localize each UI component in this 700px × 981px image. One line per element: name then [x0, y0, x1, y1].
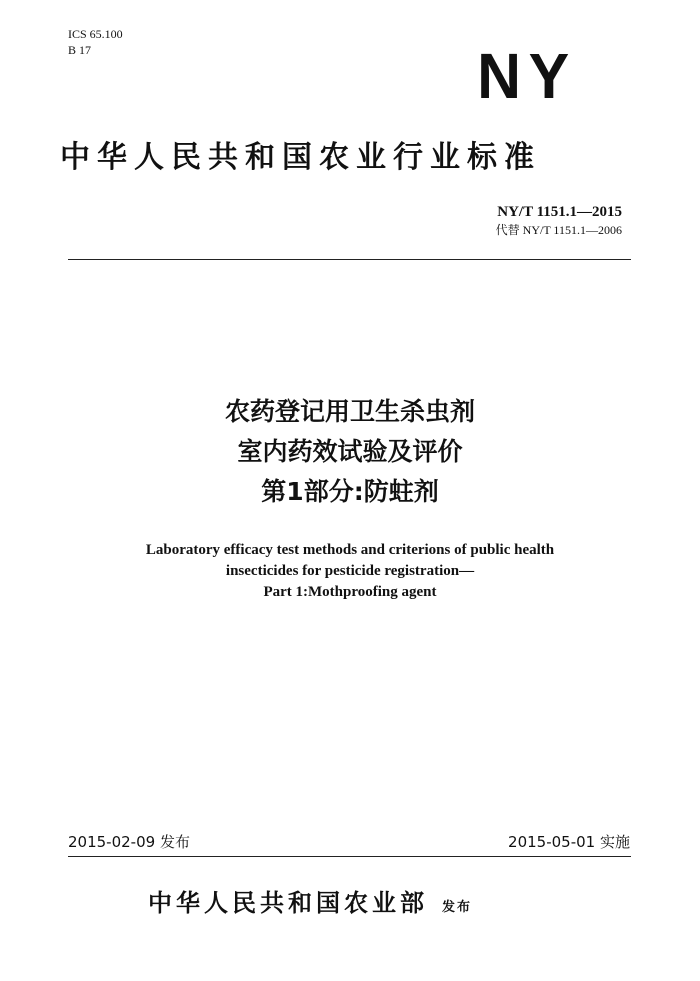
- publisher-name: 中华人民共和国农业部: [148, 888, 428, 917]
- ics-code: ICS 65.100: [68, 27, 123, 41]
- publisher-line: [148, 886, 472, 925]
- chinese-title-line: 第1部分:防蛀剂: [261, 477, 439, 506]
- footer-divider: [68, 856, 631, 857]
- ccs-code: B 17: [68, 43, 92, 57]
- chinese-title-line: 室内药效试验及评价: [237, 437, 463, 466]
- chinese-title: [0, 392, 700, 512]
- english-title: [0, 540, 700, 603]
- english-title-line: Part 1:Mothproofing agent: [263, 584, 437, 600]
- header-divider: [68, 259, 631, 260]
- publisher-action: 发布: [442, 900, 473, 915]
- ics-classification: [68, 26, 123, 58]
- chinese-title-line: 农药登记用卫生杀虫剂: [224, 397, 475, 426]
- replaces-standard: 代替 NY/T 1151.1—2006: [495, 223, 622, 237]
- english-title-line: insecticides for pesticide registration—: [225, 563, 475, 579]
- standard-number-block: [496, 202, 622, 238]
- standard-category-title: 中华人民共和国农业行业标准: [60, 140, 541, 175]
- issue-date: 2015-02-09 发布: [68, 833, 190, 851]
- english-title-line: Laboratory efficacy test methods and criterions of public health: [145, 542, 555, 558]
- ny-logo: NY: [477, 40, 577, 112]
- standard-number: NY/T 1151.1—2015: [497, 204, 622, 220]
- implementation-date: 2015-05-01 实施: [508, 833, 630, 851]
